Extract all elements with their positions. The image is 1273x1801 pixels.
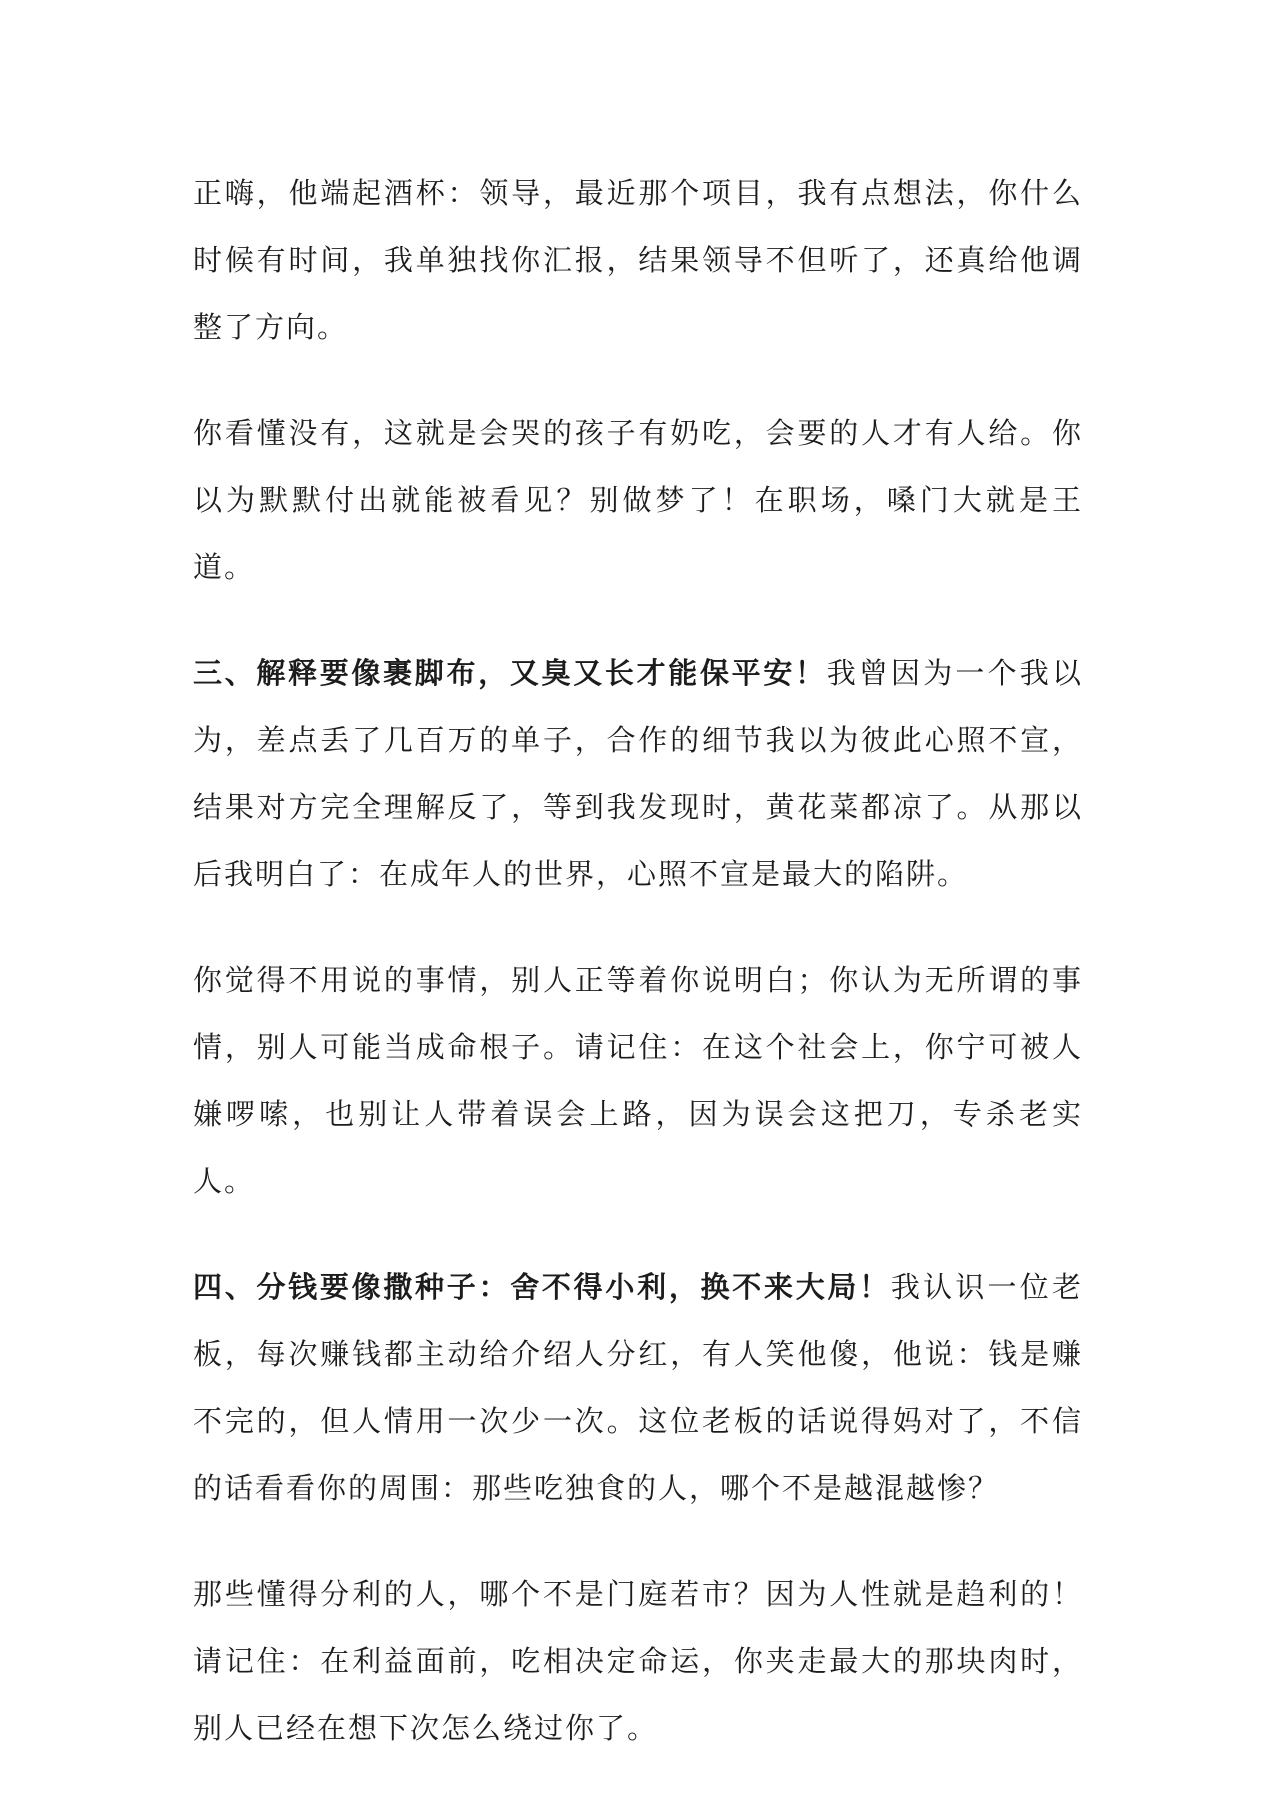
paragraph-4	[193, 947, 1083, 1215]
paragraph-text: 那些懂得分利的人，哪个不是门庭若市？因为人性就是趋利的！请记住：在利益面前，吃相决定命运，你夹走最大的那块肉时，别人已经在想下次怎么绕过你了。	[193, 1577, 1083, 1745]
paragraph-text: 我认识一位老板，每次赚钱都主动给介绍人分红，有人笑他傻，他说：钱是赚不完的，但人情用一次少一次。这位老板的话说得妈对了，不信的话看看你的周围：那些吃独食的人，哪个不是越混越惨？	[193, 1270, 1083, 1505]
paragraph-text: 正嗨，他端起酒杯：领导，最近那个项目，我有点想法，你什么时候有时间，我单独找你汇报，结果领导不但听了，还真给他调整了方向。	[193, 176, 1083, 344]
document-page	[193, 160, 1083, 1801]
section-heading-3: 三、解释要像裹脚布，又臭又长才能保平安！	[193, 656, 827, 690]
paragraph-5	[193, 1254, 1083, 1522]
paragraph-6	[193, 1561, 1083, 1762]
paragraph-1	[193, 160, 1083, 361]
paragraph-text: 你看懂没有，这就是会哭的孩子有奶吃，会要的人才有人给。你以为默默付出就能被看见？别做梦了！在职场，嗓门大就是王道。	[193, 416, 1083, 584]
paragraph-text: 我曾因为一个我以为，差点丢了几百万的单子，合作的细节我以为彼此心照不宣，结果对方完全理解反了，等到我发现时，黄花菜都凉了。从那以后我明白了：在成年人的世界，心照不宣是最大的陷阱。	[193, 656, 1083, 891]
section-heading-4: 四、分钱要像撒种子：舍不得小利，换不来大局！	[193, 1270, 891, 1304]
paragraph-text: 你觉得不用说的事情，别人正等着你说明白；你认为无所谓的事情，别人可能当成命根子。请记住：在这个社会上，你宁可被人嫌啰嗦，也别让人带着误会上路，因为误会这把刀，专杀老实人。	[193, 963, 1083, 1198]
paragraph-3	[193, 640, 1083, 908]
paragraph-2	[193, 400, 1083, 601]
